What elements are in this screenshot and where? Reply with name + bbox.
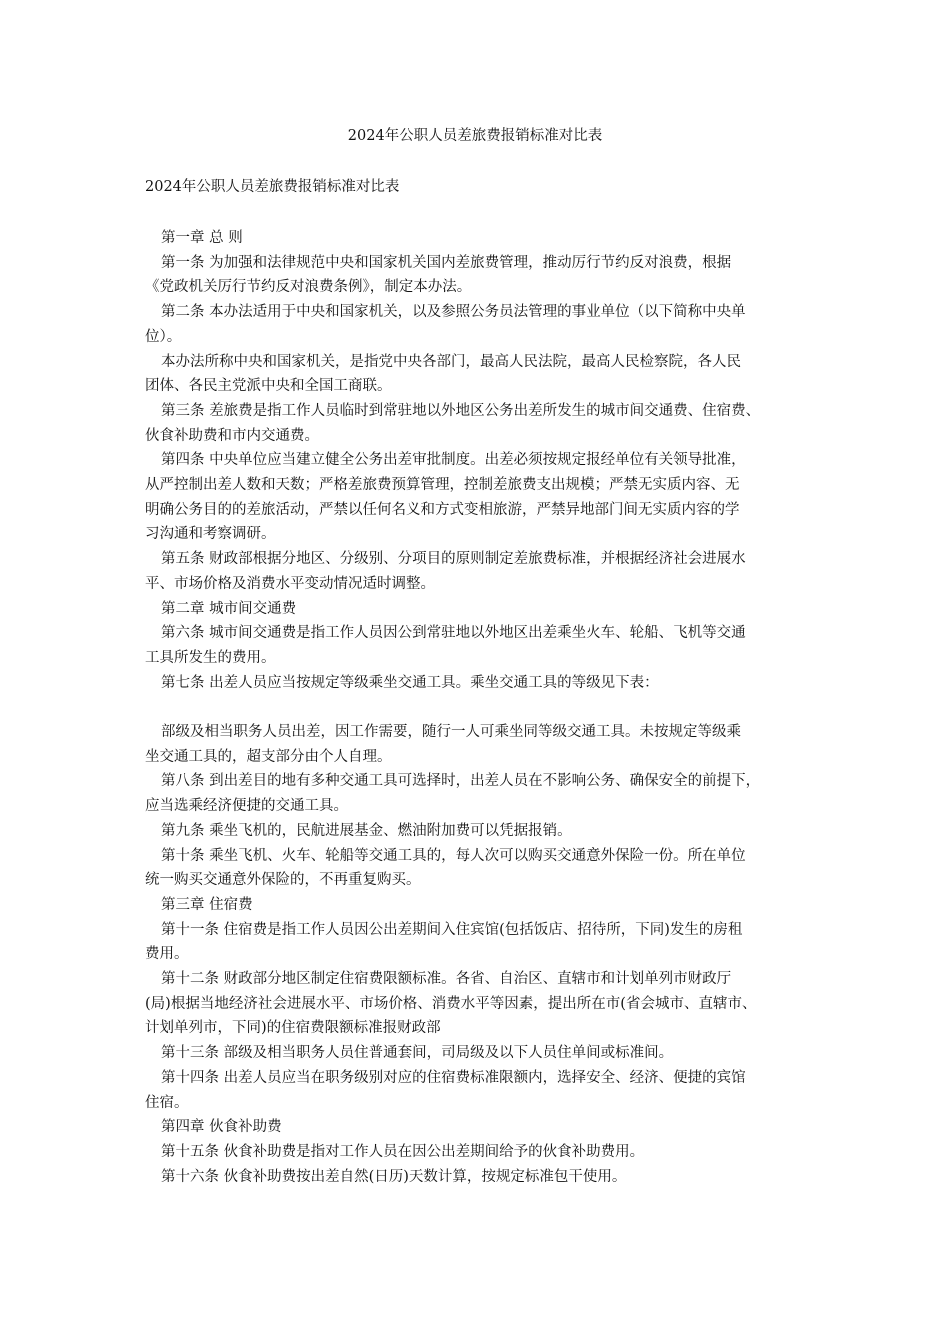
text-line: 计划单列市，下同)的住宿费限额标准报财政部 [145,1020,441,1037]
text-line: 平、市场价格及消费水平变动情况适时调整。 [145,575,435,592]
paragraph [145,300,815,349]
paragraph [145,448,815,547]
text-line: 费用。 [145,946,189,963]
text-line: 第二条 本办法适用于中央和国家机关，以及参照公务员法管理的事业单位（以下简称中央单 [161,304,746,321]
paragraph [145,844,815,893]
paragraph [145,547,815,596]
text-line: 第十二条 财政部分地区制定住宿费限额标准。各省、自治区、直辖市和计划单列市财政厅 [161,971,732,988]
text-line: 统一购买交通意外保险的，不再重复购买。 [145,872,421,889]
text-line: 本办法所称中央和国家机关，是指党中央各部门，最高人民法院，最高人民检察院，各人民 [161,353,741,370]
paragraph [145,769,815,818]
text-line: 部级及相当职务人员出差，因工作需要，随行一人可乘坐同等级交通工具。未按规定等级乘 [161,724,741,741]
paragraph [145,918,815,967]
text-line: 住宿。 [145,1094,189,1111]
paragraph [145,1165,815,1190]
paragraph [145,350,815,399]
text-line: (局)根据当地经济社会进展水平、市场价格、消费水平等因素，提出所在市(省会城市、直辖市、 [145,995,757,1012]
paragraph [145,893,815,918]
paragraph [145,819,815,844]
text-line: 坐交通工具的，超支部分由个人自理。 [145,748,392,765]
paragraph [145,720,815,769]
paragraph [145,399,815,448]
text-line: 第四条 中央单位应当建立健全公务出差审批制度。出差必须按规定报经单位有关领导批准， [161,452,746,469]
paragraph [145,1066,815,1115]
text-line: 第九条 乘坐飞机的，民航进展基金、燃油附加费可以凭据报销。 [161,822,572,839]
blank-line [145,695,815,720]
text-line: 第十五条 伙食补助费是指对工作人员在因公出差期间给予的伙食补助费用。 [161,1144,645,1160]
text-line: 《党政机关厉行节约反对浪费条例》，制定本办法。 [145,279,472,296]
text-line: 明确公务目的的差旅活动，严禁以任何名义和方式变相旅游，严禁异地部门间无实质内容的学 [145,501,740,518]
document-title: 2024年公职人员差旅费报销标准对比表 [347,128,603,144]
paragraph [145,226,815,251]
paragraph [145,1140,815,1165]
text-line: 位）。 [145,328,182,345]
text-line: 第八条 到出差目的地有多种交通工具可选择时，出差人员在不影响公务、确保安全的前提下， [161,773,761,790]
text-line: 第六条 城市间交通费是指工作人员因公到常驻地以外地区出差乘坐火车、轮船、飞机等交通 [161,625,746,642]
text-line: 第一章 总 则 [161,230,243,246]
text-line: 第十四条 出差人员应当在职务级别对应的住宿费标准限额内，选择安全、经济、便捷的宾馆 [161,1069,746,1086]
text-line: 第一条 为加强和法律规范中央和国家机关国内差旅费管理，推动厉行节约反对浪费，根据 [161,254,732,271]
paragraph [145,251,815,300]
text-line: 第十一条 住宿费是指工作人员因公出差期间入住宾馆(包括饭店、招待所，下同)发生的房租 [161,921,743,938]
text-line: 第七条 出差人员应当按规定等级乘坐交通工具。乘坐交通工具的等级见下表： [161,674,659,691]
text-line: 从严控制出差人数和天数；严格差旅费预算管理，控制差旅费支出规模；严禁无实质内容、无 [145,477,740,494]
text-line: 伙食补助费和市内交通费。 [145,427,319,444]
paragraph [145,967,815,1041]
text-line: 工具所发生的费用。 [145,649,276,666]
text-line: 习沟通和考察调研。 [145,526,276,543]
text-line: 第十六条 伙食补助费按出差自然(日历)天数计算，按规定标准包干使用。 [161,1168,627,1185]
text-line: 第十三条 部级及相当职务人员住普通套间，司局级及以下人员住单间或标准间。 [161,1045,674,1062]
paragraph [145,1115,815,1140]
paragraph [145,597,815,622]
text-line: 第十条 乘坐飞机、火车、轮船等交通工具的，每人次可以购买交通意外保险一份。所在单位 [161,847,746,864]
text-line: 应当选乘经济便捷的交通工具。 [145,798,348,815]
paragraph [145,1041,815,1066]
text-line: 第四章 伙食补助费 [161,1119,282,1136]
text-line: 第三章 住宿费 [161,896,253,913]
paragraph [145,671,815,696]
paragraph [145,621,815,670]
text-line: 第五条 财政部根据分地区、分级别、分项目的原则制定差旅费标准，并根据经济社会进展水 [161,551,746,568]
document-subtitle: 2024年公职人员差旅费报销标准对比表 [145,179,400,195]
text-line: 第二章 城市间交通费 [161,600,297,617]
text-line: 第三条 差旅费是指工作人员临时到常驻地以外地区公务出差所发生的城市间交通费、住宿费、 [161,402,761,419]
document-body [145,226,815,1189]
text-line: 团体、各民主党派中央和全国工商联。 [145,378,392,395]
